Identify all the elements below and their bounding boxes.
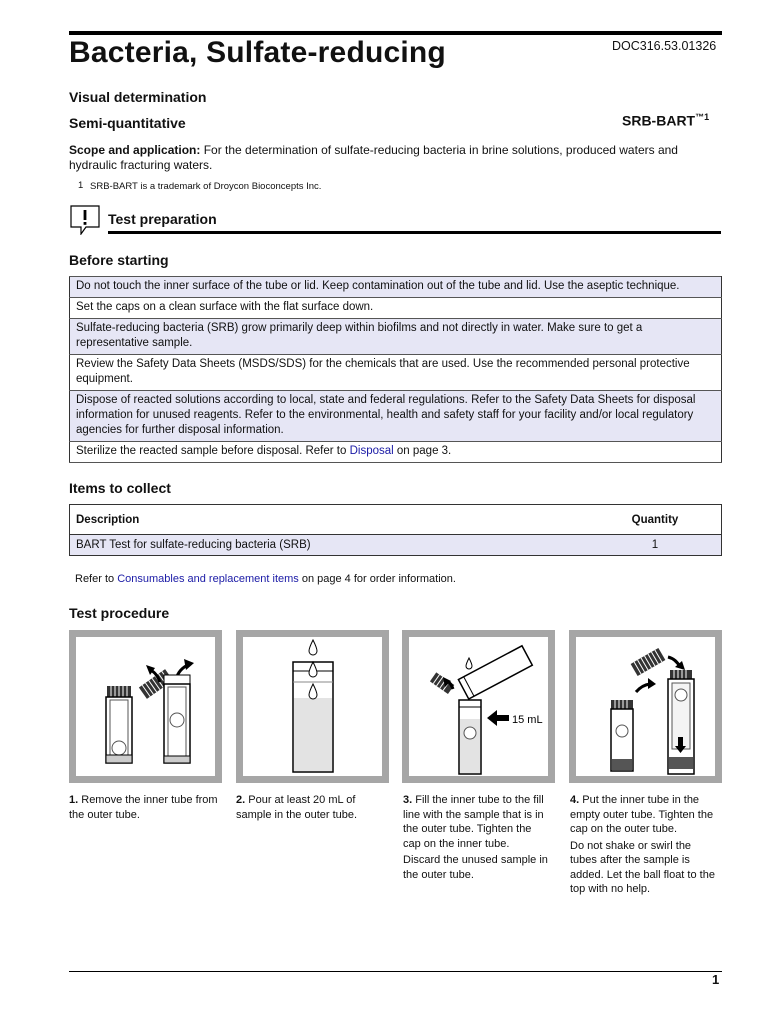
attention-note-icon	[70, 205, 100, 235]
test-preparation-heading: Test preparation	[108, 211, 217, 227]
scope-text: For the determination of sulfate-reducing bacteria in brine solutions, produced waters and hydraulic fracturing waters.	[69, 143, 678, 172]
column-header-description: Description	[70, 505, 590, 535]
consumables-link[interactable]: Consumables and replacement items	[117, 573, 299, 585]
scope-label: Scope and application:	[69, 143, 201, 157]
step-3-extra: Discard the unused sample in the outer tube.	[403, 854, 548, 881]
table-cell: Sulfate-reducing bacteria (SRB) grow primarily deep within biofilms and not directly in water. Make sure to get a representative sample.	[70, 319, 722, 355]
disposal-text-before: Sterilize the reacted sample before disposal. Refer to	[76, 445, 350, 457]
product-label: SRB-BART	[622, 112, 696, 129]
step-1-number: 1.	[69, 794, 79, 806]
disposal-text-after: on page 3.	[393, 445, 452, 457]
method-heading: Visual determination	[69, 89, 207, 105]
table-row	[70, 442, 722, 463]
step-3-number: 3.	[403, 794, 413, 806]
footer-rule	[69, 971, 722, 972]
table-row	[70, 298, 722, 319]
step-2-illustration	[236, 630, 389, 783]
table-row	[70, 391, 722, 442]
table-cell	[70, 442, 722, 463]
step-3-text	[403, 793, 549, 851]
step-4-caption	[570, 793, 716, 899]
test-procedure-heading: Test procedure	[69, 605, 170, 621]
step-4-number: 4.	[570, 794, 580, 806]
page-title: Bacteria, Sulfate-reducing	[69, 36, 446, 69]
table-row	[70, 535, 722, 556]
step-2-number: 2.	[236, 794, 246, 806]
step-4-instruction: Put the inner tube in the empty outer tube. Tighten the cap on the outer tube.	[570, 794, 714, 835]
step-3-instruction: Fill the inner tube to the fill line with the sample that is in the outer tube. Tighten the cap on the inner tube.	[403, 794, 544, 850]
table-cell: Set the caps on a clean surface with the flat surface down.	[70, 298, 722, 319]
step-1-text	[69, 793, 219, 822]
table-row	[70, 319, 722, 355]
remove-inner-tube-icon	[76, 637, 215, 776]
step-1-instruction: Remove the inner tube from the outer tube.	[69, 794, 218, 821]
step-2-instruction: Pour at least 20 mL of sample in the outer tube.	[236, 794, 358, 821]
fill-volume-label: 15 mL	[512, 714, 543, 726]
before-starting-heading: Before starting	[69, 252, 169, 268]
item-description: BART Test for sulfate-reducing bacteria (SRB)	[70, 535, 590, 556]
scope-paragraph	[69, 143, 721, 173]
items-table	[69, 504, 722, 556]
step-4-extra: Do not shake or swirl the tubes after the sample is added. Let the ball float to the top with no help.	[570, 839, 715, 895]
step-2-caption	[236, 793, 386, 824]
product-superscript: ™1	[695, 112, 710, 122]
items-to-collect-heading: Items to collect	[69, 480, 171, 496]
range-heading: Semi-quantitative	[69, 115, 186, 131]
product-name	[622, 112, 709, 129]
step-4-illustration	[569, 630, 722, 783]
table-row	[70, 277, 722, 298]
insert-inner-tube-icon	[576, 637, 715, 776]
order-info-before: Refer to	[75, 573, 118, 585]
step-3-caption	[403, 793, 549, 884]
fill-inner-tube-icon	[409, 637, 548, 776]
table-header-row	[70, 505, 722, 535]
step-3-illustration	[402, 630, 555, 783]
doc-number: DOC316.53.01326	[612, 39, 717, 53]
step-1-illustration	[69, 630, 222, 783]
step-2-text	[236, 793, 386, 822]
disposal-link[interactable]: Disposal	[349, 445, 394, 457]
step-4-text	[570, 793, 716, 837]
item-quantity: 1	[589, 535, 722, 556]
pour-sample-icon	[243, 637, 382, 776]
table-cell: Dispose of reacted solutions according to local, state and federal regulations. Refer to the Safety Data Sheets for disposal information for unused reagents. Refer to the environmental, health and safety staff for your facility and/or local regulatory agencies for further disposal information.	[70, 391, 722, 442]
section-rule	[108, 231, 721, 234]
footnote-text: SRB-BART is a trademark of Droycon Bioconcepts Inc.	[90, 181, 322, 192]
page-number: 1	[712, 972, 720, 987]
step-1-caption	[69, 793, 219, 824]
before-starting-table	[69, 276, 722, 463]
order-info-line	[75, 573, 456, 585]
order-info-after: on page 4 for order information.	[298, 573, 456, 585]
table-cell: Review the Safety Data Sheets (MSDS/SDS) for the chemicals that are used. Use the recommended personal protective equipment.	[70, 355, 722, 391]
table-row	[70, 355, 722, 391]
column-header-quantity: Quantity	[589, 505, 722, 535]
top-rule	[69, 31, 722, 35]
table-cell: Do not touch the inner surface of the tube or lid. Keep contamination out of the tube and lid. Use the aseptic technique.	[70, 277, 722, 298]
footnote-marker: 1	[78, 180, 84, 191]
